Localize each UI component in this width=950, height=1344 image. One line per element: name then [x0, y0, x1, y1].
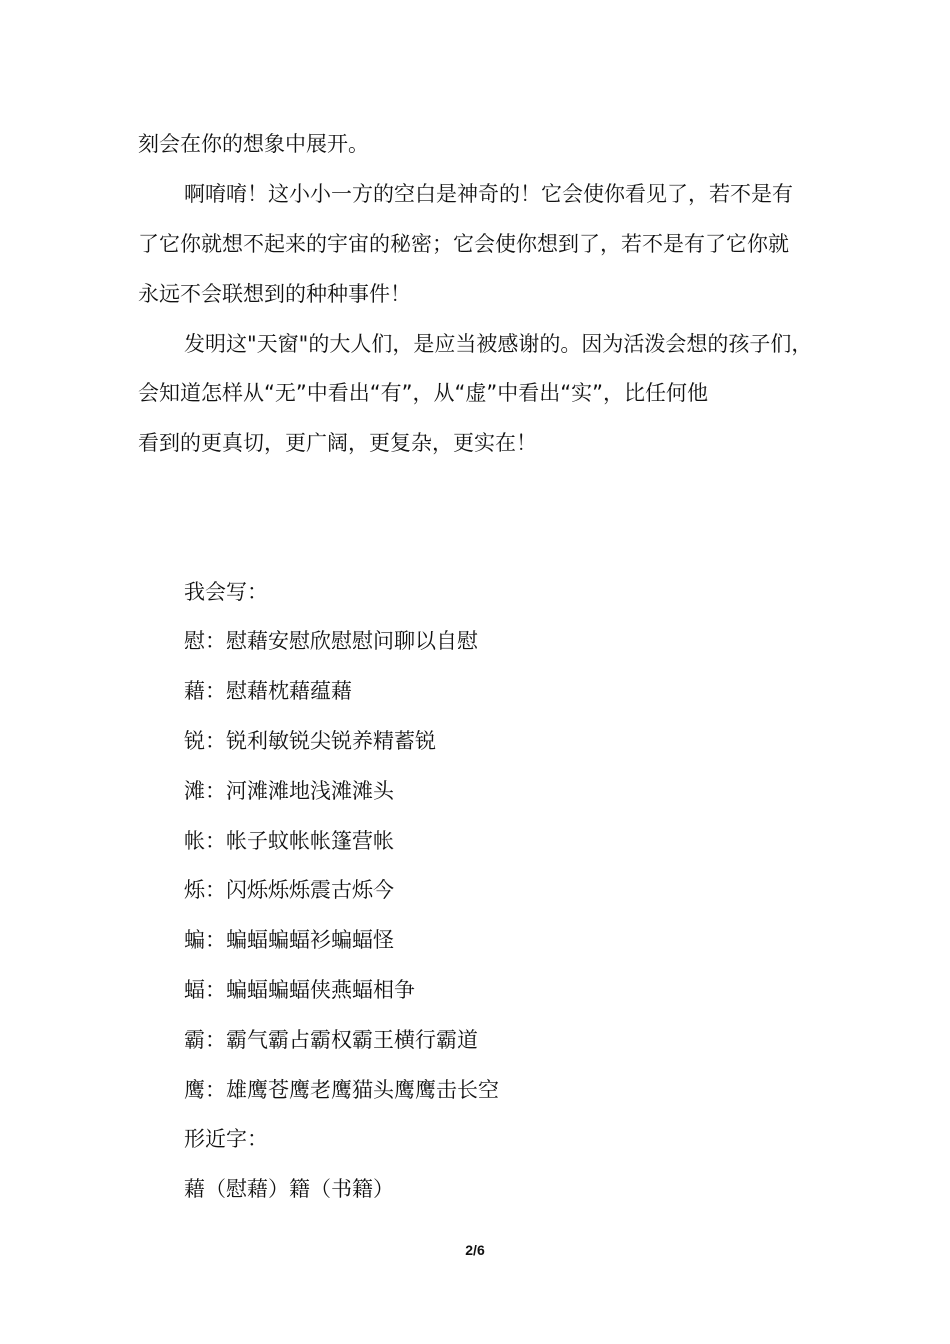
similar-item: 藉（慰藉）籍（书籍）: [184, 1177, 394, 1201]
page-number: 2/6: [465, 1242, 485, 1258]
paragraph-line: 看到的更真切，更广阔，更复杂，更实在！: [138, 431, 537, 455]
paragraph-line: 刻会在你的想象中展开。: [138, 132, 369, 156]
paragraph-line: 永远不会联想到的种种事件！: [138, 282, 411, 306]
vocab-item: 鹰：雄鹰苍鹰老鹰猫头鹰鹰击长空: [184, 1078, 499, 1102]
vocab-item: 藉：慰藉枕藉蕴藉: [184, 679, 352, 703]
paragraph-line: 了它你就想不起来的宇宙的秘密；它会使你想到了，若不是有了它你就: [138, 232, 789, 256]
vocab-item: 锐：锐利敏锐尖锐养精蓄锐: [184, 729, 436, 753]
vocab-item: 蝙：蝙蝠蝙蝠衫蝙蝠怪: [184, 928, 394, 952]
vocab-item: 烁：闪烁烁烁震古烁今: [184, 878, 394, 902]
section-heading-write: 我会写：: [184, 580, 268, 604]
vocab-item: 霸：霸气霸占霸权霸王横行霸道: [184, 1028, 478, 1052]
vocab-item: 蝠：蝙蝠蝙蝠侠燕蝠相争: [184, 978, 415, 1002]
vocab-item: 帐：帐子蚊帐帐篷营帐: [184, 829, 394, 853]
paragraph-line: 发明这"天窗"的大人们，是应当被感谢的。因为活泼会想的孩子们，: [184, 332, 813, 356]
vocab-item: 滩：河滩滩地浅滩滩头: [184, 779, 394, 803]
vocab-item: 慰：慰藉安慰欣慰慰问聊以自慰: [184, 629, 478, 653]
paragraph-line: 会知道怎样从“无”中看出“有”，从“虚”中看出“实”，比任何他: [138, 381, 709, 405]
paragraph-line: 啊唷唷！这小小一方的空白是神奇的！它会使你看见了，若不是有: [184, 182, 793, 206]
section-heading-similar: 形近字：: [184, 1127, 268, 1151]
